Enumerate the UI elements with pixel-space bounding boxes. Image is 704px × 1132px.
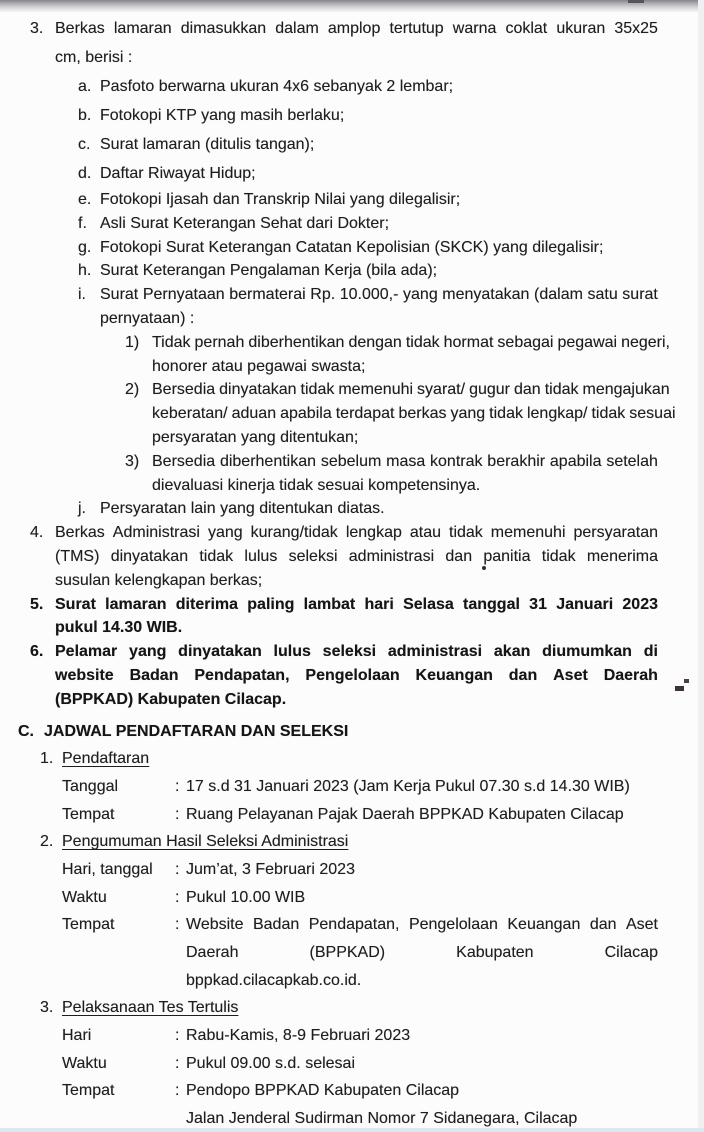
schedule-row-value-url: bppkad.cilacapkab.co.id.: [186, 971, 362, 989]
text-line: pukul 14.30 WIB.: [55, 619, 183, 637]
schedule-item-2-number: 2.: [40, 833, 54, 851]
schedule-row-value: 17 s.d 31 Januari 2023 (Jam Kerja Pukul 07.30 s.d 14.30 WIB): [186, 777, 630, 795]
text-line: Surat Keterangan Pengalaman Kerja (bila ada);: [100, 262, 438, 280]
text-line: keberatan/ aduan apabila terdapat berkas yang tidak lengkap/ tidak sesuai: [152, 405, 676, 423]
section-c-heading: [0, 718, 704, 746]
sub-item-i-label: i.: [78, 286, 86, 304]
schedule-row: [0, 856, 704, 884]
schedule-item-3: [0, 994, 704, 1022]
sub-item-f: [0, 212, 704, 236]
list-item-5-number: 5.: [30, 595, 44, 613]
scan-bottom-edge: [0, 1128, 704, 1132]
schedule-row: [0, 1050, 704, 1078]
schedule-row-label: Tempat: [62, 916, 115, 934]
list-item-4-number: 4.: [30, 524, 44, 542]
colon-separator: :: [175, 1027, 180, 1045]
sub-item-d-label: d.: [78, 165, 92, 182]
schedule-row-label: Tempat: [62, 1082, 115, 1100]
schedule-row: [0, 773, 704, 801]
schedule-row: [0, 884, 704, 912]
scan-mark-artifact: [684, 679, 689, 683]
scan-top-edge: [0, 0, 704, 12]
colon-separator: :: [175, 888, 180, 906]
schedule-row-value: Ruang Pelayanan Pajak Daerah BPPKAD Kabupaten Cilacap: [186, 805, 624, 823]
text-line: Tidak pernah diberhentikan dengan tidak hormat sebagai pegawai negeri,: [152, 333, 670, 351]
schedule-row-value: Jalan Jenderal Sudirman Nomor 7 Sidanegara, Cilacap: [186, 1110, 578, 1128]
schedule-item-2: [0, 828, 704, 856]
text-line: pernyataan) :: [100, 309, 195, 327]
text-line: Fotokopi Ijasah dan Transkrip Nilai yang dilegalisir;: [100, 191, 461, 208]
list-item-5: [0, 593, 704, 641]
sub-item-c: [0, 130, 704, 159]
scan-mark-artifact: [675, 686, 684, 691]
colon-separator: :: [175, 777, 180, 795]
schedule-row-value: Pendopo BPPKAD Kabupaten Cilacap: [186, 1082, 460, 1100]
colon-separator: :: [175, 860, 180, 878]
colon-separator: :: [175, 805, 180, 823]
text-line: honorer atau pegawai swasta;: [152, 357, 366, 375]
sub-item-j: [0, 497, 704, 521]
statement-point-1: [0, 331, 704, 379]
text-line: Asli Surat Keterangan Sehat dari Dokter;: [100, 214, 390, 232]
text-line: website Badan Pendapatan, Pengelolaan Keuangan dan Aset Daerah: [55, 666, 658, 684]
schedule-item-3-title: Pelaksanaan Tes Tertulis: [62, 999, 239, 1017]
statement-point-3-label: 3): [125, 452, 140, 470]
text-line: Berkas lamaran dimasukkan dalam amplop tertutup warna coklat ukuran 35x25: [55, 20, 658, 37]
schedule-row: [0, 801, 704, 829]
statement-point-1-label: 1): [125, 333, 140, 351]
sub-item-i: [0, 283, 704, 331]
statement-point-2-label: 2): [125, 381, 140, 399]
text-line: Surat Pernyataan bermaterai Rp. 10.000,- yang menyatakan (dalam satu surat: [100, 286, 658, 304]
sub-item-h-label: h.: [78, 262, 92, 280]
text-line: Pasfoto berwarna ukuran 4x6 sebanyak 2 lembar;: [100, 78, 454, 95]
colon-separator: :: [175, 916, 180, 934]
text-line: Daftar Riwayat Hidup;: [100, 165, 256, 182]
text-line: cm, berisi :: [55, 49, 133, 66]
sub-item-j-label: j.: [78, 500, 86, 518]
list-item-4: [0, 521, 704, 592]
schedule-row-value: Daerah (BPPKAD) Kabupaten Cilacap: [186, 944, 658, 962]
section-c-title: JADWAL PENDAFTARAN DAN SELEKSI: [44, 722, 349, 740]
schedule-item-2-title: Pengumuman Hasil Seleksi Administrasi: [62, 833, 349, 851]
schedule-row-label: Tempat: [62, 805, 115, 823]
sub-item-d: [0, 159, 704, 188]
colon-separator: :: [175, 1082, 180, 1100]
schedule-row-value: Pukul 09.00 s.d. selesai: [186, 1054, 355, 1072]
text-line: Bersedia dinyatakan tidak memenuhi syarat/ gugur dan tidak mengajukan: [152, 381, 670, 399]
list-item-3-number: 3.: [30, 20, 44, 37]
text-line: (BPPKAD) Kabupaten Cilacap.: [55, 690, 287, 708]
schedule-item-1-number: 1.: [40, 750, 54, 768]
scan-right-edge: [698, 0, 704, 1132]
schedule-item-1: [0, 745, 704, 773]
text-line: Pelamar yang dinyatakan lulus seleksi administrasi akan diumumkan di: [55, 643, 658, 661]
schedule-row-value: Pukul 10.00 WIB: [186, 888, 306, 906]
text-line: Fotokopi KTP yang masih berlaku;: [100, 107, 345, 124]
text-line: dievaluasi kinerja tidak sesuai kompetensinya.: [152, 476, 481, 494]
list-item-6-number: 6.: [30, 643, 44, 661]
schedule-item-3-number: 3.: [40, 999, 54, 1017]
schedule-row-value: Website Badan Pendapatan, Pengelolaan Keuangan dan Aset: [186, 916, 658, 934]
section-c-label: C.: [18, 722, 34, 740]
text-line: Fotokopi Surat Keterangan Catatan Kepolisian (SKCK) yang dilegalisir;: [100, 238, 604, 256]
schedule-row: [0, 1022, 704, 1050]
schedule-row-label: Tanggal: [62, 777, 119, 795]
schedule-row-value: Jum’at, 3 Februari 2023: [186, 860, 355, 878]
text-line: Surat lamaran (ditulis tangan);: [100, 136, 315, 153]
schedule-row-label: Hari: [62, 1027, 92, 1045]
text-line: persyaratan yang ditentukan;: [152, 428, 359, 446]
schedule-row: [0, 911, 704, 994]
list-item-3: [0, 14, 704, 72]
sub-item-b-label: b.: [78, 107, 92, 124]
schedule-row-label: Hari, tanggal: [62, 860, 153, 878]
scan-dot-artifact: [482, 566, 486, 570]
text-line: Bersedia diberhentikan sebelum masa kontrak berakhir apabila setelah: [152, 452, 658, 470]
text-line: Berkas Administrasi yang kurang/tidak lengkap atau tidak memenuhi persyaratan: [55, 524, 658, 542]
sub-item-b: [0, 101, 704, 130]
text-line: (TMS) dinyatakan tidak lulus seleksi administrasi dan panitia tidak menerima: [55, 547, 658, 565]
schedule-item-1-title: Pendaftaran: [62, 750, 150, 768]
schedule-row-label: Waktu: [62, 888, 107, 906]
scan-top-tick-artifact: [628, 0, 644, 3]
sub-item-e-label: e.: [78, 191, 92, 208]
sub-item-a-label: a.: [78, 78, 92, 95]
text-line: susulan kelengkapan berkas;: [55, 571, 263, 589]
colon-separator: :: [175, 1054, 180, 1072]
list-item-6: [0, 640, 704, 711]
text-line: Persyaratan lain yang ditentukan diatas.: [100, 500, 385, 518]
sub-item-a: [0, 72, 704, 101]
schedule-row-value: Rabu-Kamis, 8-9 Februari 2023: [186, 1027, 411, 1045]
sub-item-g-label: g.: [78, 238, 92, 256]
sub-item-f-label: f.: [78, 214, 87, 232]
schedule-row: [0, 1077, 704, 1132]
sub-item-h: [0, 259, 704, 283]
statement-point-2: [0, 378, 704, 449]
sub-item-e: [0, 188, 704, 212]
schedule-row-label: Waktu: [62, 1054, 107, 1072]
sub-item-g: [0, 236, 704, 260]
sub-item-c-label: c.: [78, 136, 91, 153]
text-line: Surat lamaran diterima paling lambat hari Selasa tanggal 31 Januari 2023: [55, 595, 658, 613]
list-item-3-text: [55, 14, 658, 72]
statement-point-3: [0, 450, 704, 498]
